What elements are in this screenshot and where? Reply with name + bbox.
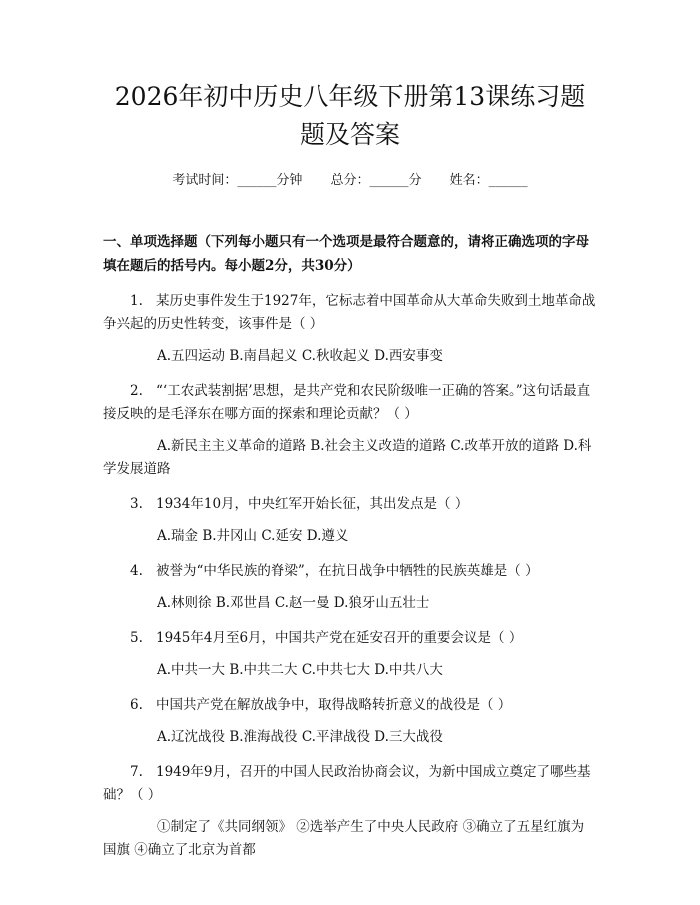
question-stem: 中国共产党在解放战争中，取得战略转折意义的战役是（ ） <box>156 697 512 713</box>
question-options: A.中共一大 B.中共二大 C.中共七大 D.中共八大 <box>157 662 443 678</box>
question-3 <box>103 493 597 548</box>
question-text <box>103 560 597 583</box>
question-options: ①制定了《共同纲领》 ②选举产生了中央人民政府 ③确立了五星红旗为国旗 ④确立了北京为首都 <box>103 819 585 858</box>
question-options: A.新民主主义革命的道路 B.社会主义改造的道路 C.改革开放的道路 D.科学发展道路 <box>103 438 592 477</box>
section-heading: 一、单项选择题（下列每小题只有一个选项是最符合题意的，请将正确选项的字母填在题后的括号内。每小题2分，共30分） <box>103 234 589 274</box>
question-text <box>103 761 597 807</box>
question-options: A.瑞金 B.井冈山 C.延安 D.遵义 <box>157 528 349 544</box>
total-score: 总分：______分 <box>330 173 422 188</box>
exam-info <box>103 171 597 191</box>
question-number: 1. <box>130 293 143 309</box>
question-stem: 某历史事件发生于1927年，它标志着中国革命从大革命失败到土地革命战争兴起的历史性转变，该事件是（ ） <box>103 293 596 332</box>
question-options: A.林则徐 B.邓世昌 C.赵一曼 D.狼牙山五壮士 <box>157 595 430 611</box>
question-text <box>103 493 597 516</box>
question-7 <box>103 761 597 862</box>
question-2 <box>103 380 597 481</box>
question-stem: “‘工农武装割据’思想，是共产党和农民阶级唯一正确的答案。”这句话最直接反映的是毛泽东在哪方面的探索和理论贡献？（ ） <box>103 383 591 422</box>
question-5 <box>103 627 597 682</box>
question-stem: 被誉为“中华民族的脊梁”，在抗日战争中牺牲的民族英雄是（ ） <box>156 563 539 579</box>
question-text <box>103 290 597 336</box>
question-text <box>103 627 597 650</box>
question-number: 2. <box>130 383 143 399</box>
question-6 <box>103 694 597 749</box>
question-number: 6. <box>130 697 143 713</box>
question-number: 4. <box>130 563 143 579</box>
question-text <box>103 694 597 717</box>
question-4 <box>103 560 597 615</box>
exam-time: 考试时间：______分钟 <box>172 173 303 188</box>
question-stem: 1949年9月，召开的中国人民政治协商会议，为新中国成立奠定了哪些基础？（ ） <box>103 764 591 803</box>
student-name: 姓名：______ <box>449 173 528 188</box>
question-stem: 1934年10月，中央红军开始长征，其出发点是（ ） <box>156 496 469 512</box>
question-stem: 1945年4月至6月，中国共产党在延安召开的重要会议是（ ） <box>156 630 523 646</box>
question-1 <box>103 290 597 368</box>
question-text <box>103 380 597 426</box>
question-number: 7. <box>130 764 143 780</box>
question-list <box>103 290 597 862</box>
document-title: 2026年初中历史八年级下册第13课练习题题及答案 <box>114 82 586 149</box>
question-options: A.五四运动 B.南昌起义 C.秋收起义 D.西安事变 <box>157 348 443 364</box>
question-number: 3. <box>130 496 143 512</box>
question-options: A.辽沈战役 B.淮海战役 C.平津战役 D.三大战役 <box>157 729 443 745</box>
question-number: 5. <box>130 630 143 646</box>
